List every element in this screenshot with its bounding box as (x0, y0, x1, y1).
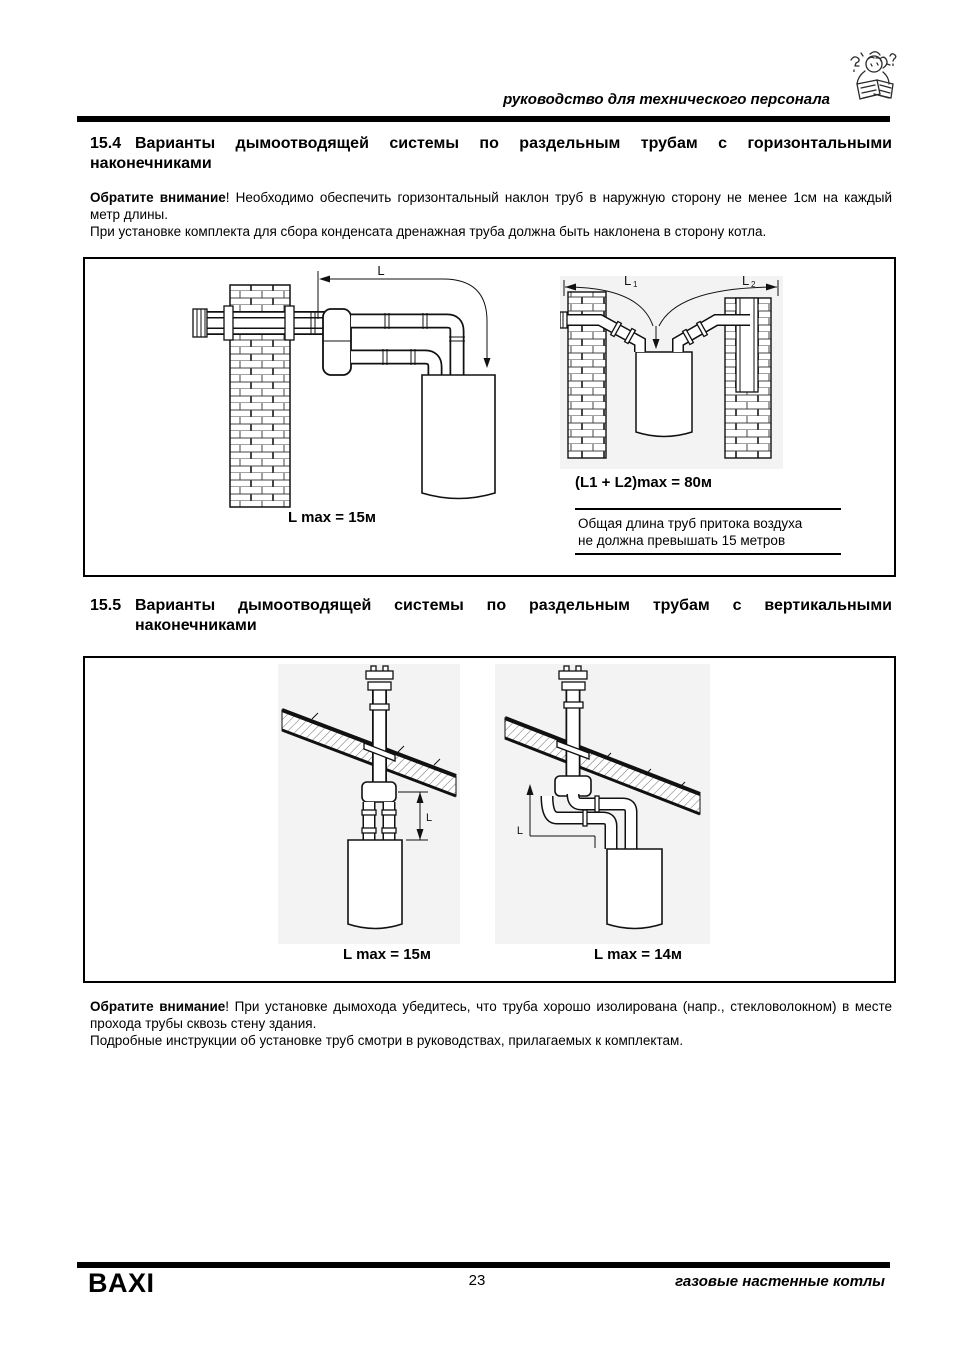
dim-label-L1-sub: 1 (633, 280, 638, 289)
note-line1: Общая длина труб притока воздуха (578, 516, 803, 531)
note-rule-bottom (575, 553, 841, 555)
bottom-note (90, 998, 892, 1049)
note-line2: не должна превышать 15 метров (578, 533, 786, 548)
note-rule-top (575, 508, 841, 510)
section-title-line2: наконечниками (135, 617, 257, 634)
dim-label-L1: L (624, 276, 632, 288)
exhaust-pipe (351, 313, 465, 375)
note-text: ! При установке дымохода убедитесь, что труба хорошо изолирована (напр., стекловолокном) в месте прохода трубы сквозь стену здания. (90, 999, 893, 1031)
section-number: 15.5 (90, 597, 122, 614)
caption-left: L max = 15м (343, 946, 431, 963)
section-number: 15.4 (90, 135, 122, 152)
coaxial-terminal (193, 306, 325, 340)
dim-label-L: L (426, 812, 433, 824)
boiler (636, 352, 692, 437)
section-15-5-heading (90, 596, 892, 636)
dim-label-L2-sub: 2 (751, 280, 756, 289)
section-15-4-heading (90, 134, 892, 174)
flue-adapter (323, 309, 351, 375)
dim-label-L: L (516, 825, 523, 837)
figure-horizontal-terminals (83, 257, 896, 577)
diagram-horizontal-two-walls (560, 276, 783, 469)
diagram-vertical-offset (495, 664, 710, 944)
air-length-note (578, 515, 802, 549)
dim-label-L2: L (742, 276, 750, 288)
baxi-logo: BAXI (88, 1268, 155, 1298)
flue-adapter (362, 782, 396, 802)
flue-adapter (555, 776, 591, 796)
figure-vertical-terminals (83, 656, 896, 983)
boiler (348, 840, 402, 929)
footer-rule (77, 1262, 890, 1268)
note-lead: Обратите внимание (90, 999, 226, 1014)
diagram-horizontal-single-wall (185, 263, 505, 509)
warning-line2: При установке комплекта для сбора конденсата дренажная труба должна быть наклонена в сторону котла. (90, 224, 767, 239)
warning-text: ! Необходимо обеспечить горизонтальный наклон труб в наружную сторону не менее 1см на каждый метр длины. (90, 190, 893, 222)
caption-right: L max = 14м (594, 946, 682, 963)
confused-reader-mascot-icon (843, 48, 901, 114)
caption-left: L max = 15м (288, 509, 376, 526)
note-line2: Подробные инструкции об установке труб смотри в руководствах, прилагаемых к комплектам. (90, 1033, 684, 1048)
caption-right: (L1 + L2)max = 80м (575, 474, 712, 491)
air-pipe (351, 349, 435, 375)
page-number: 23 (468, 1272, 486, 1289)
footer-tagline: газовые настенные котлы (675, 1273, 885, 1290)
section-15-4-warning (90, 189, 892, 240)
header-rule (77, 116, 890, 122)
section-title-line2: наконечниками (90, 155, 212, 172)
dim-label-L: L (377, 263, 385, 278)
boiler (607, 849, 662, 929)
diagram-vertical-straight (278, 664, 460, 944)
section-title-line1: Варианты дымоотводящей системы по раздельным трубам с вертикальными (135, 597, 892, 614)
boiler (422, 375, 495, 499)
section-title-line1: Варианты дымоотводящей системы по раздельным трубам с горизонтальными (135, 135, 892, 152)
warning-lead: Обратите внимание (90, 190, 226, 205)
header-title: руководство для технического персонала (503, 91, 830, 108)
